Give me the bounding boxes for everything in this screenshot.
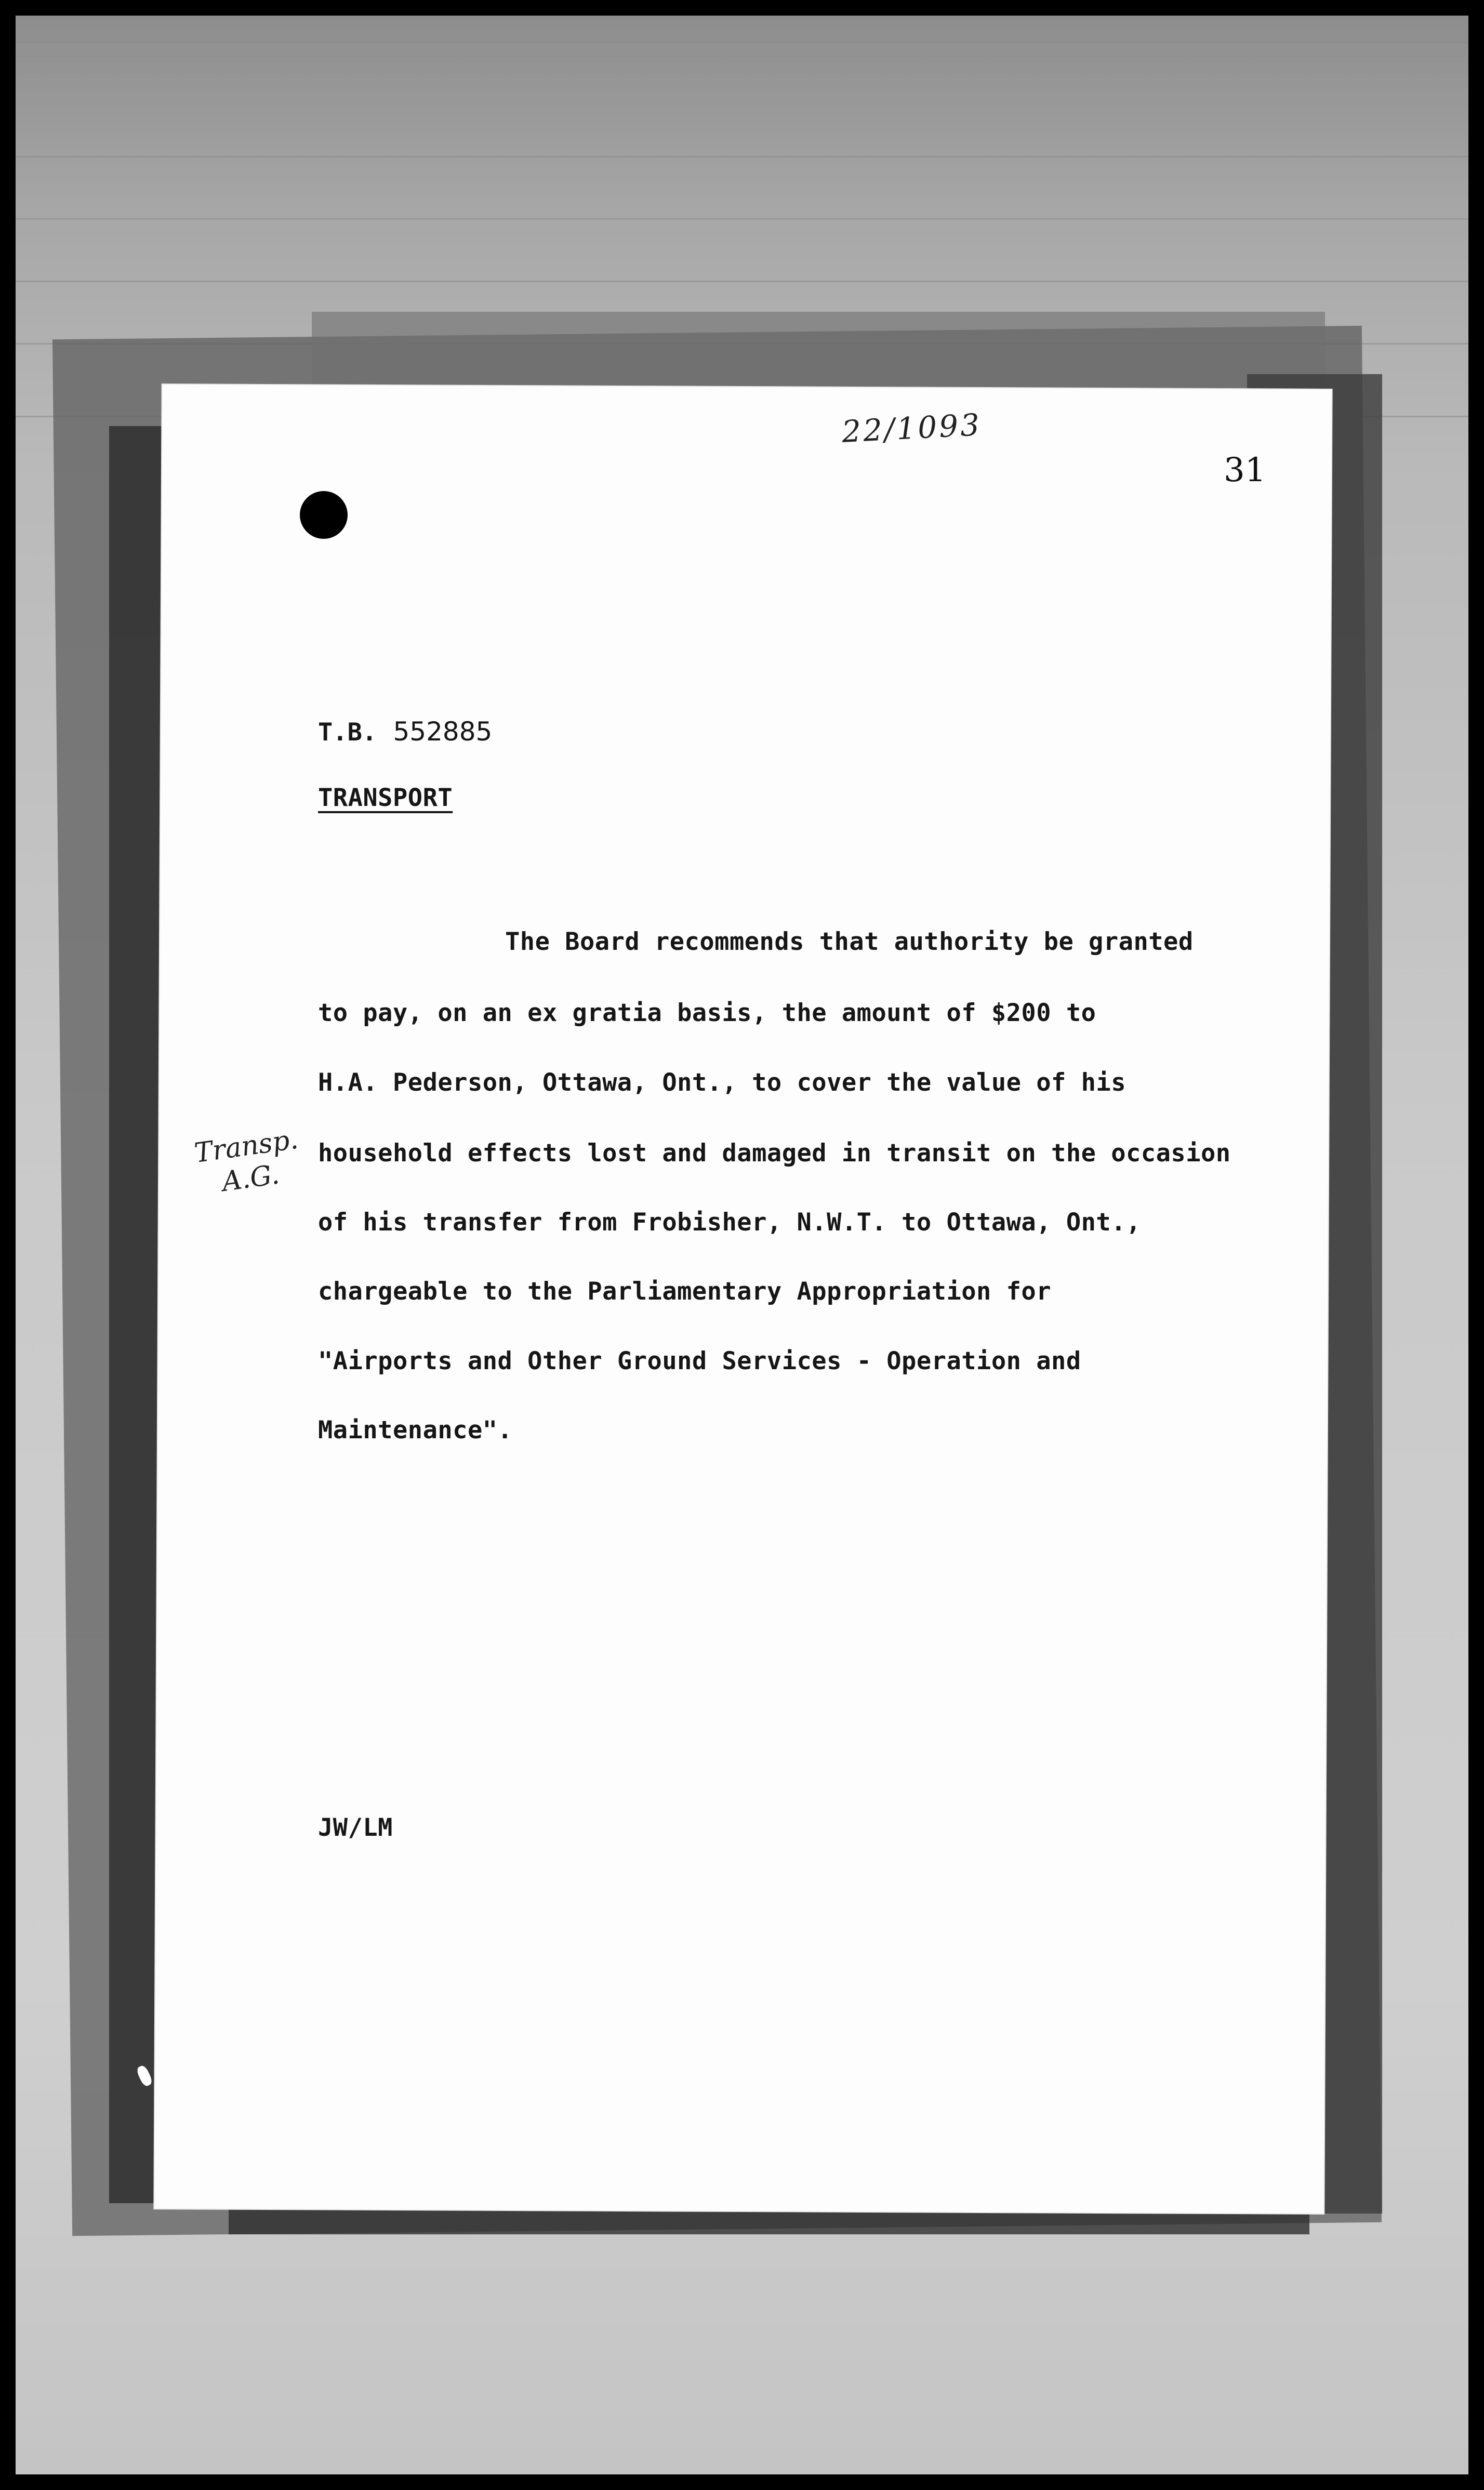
body-line: of his transfer from Frobisher, N.W.T. to Ottawa, Ont., — [318, 1208, 1141, 1237]
margin-note-line: Transp. — [192, 1123, 300, 1169]
body-line: Maintenance". — [318, 1416, 513, 1445]
film-scan-line — [16, 156, 1468, 157]
handwritten-reference: 22/1093 — [841, 407, 983, 449]
margin-note-line: A.G. — [220, 1159, 282, 1198]
tb-number: 552885 — [393, 717, 493, 747]
body-line: The Board recommends that authority be granted — [505, 928, 1194, 956]
initials-footer: JW/LM — [318, 1813, 393, 1842]
heading: TRANSPORT — [318, 784, 453, 812]
body-line: "Airports and Other Ground Services - Operation and — [318, 1347, 1081, 1375]
page-number: 31 — [1224, 451, 1266, 489]
body-line: chargeable to the Parliamentary Appropriation for — [318, 1277, 1052, 1306]
film-scan-line — [16, 281, 1468, 282]
body-line: household effects lost and damaged in transit on the occasion — [318, 1139, 1231, 1168]
film-scan-line — [16, 218, 1468, 220]
body-line: to pay, on an ex gratia basis, the amount of $200 to — [318, 999, 1096, 1027]
tb-reference — [318, 716, 492, 747]
tb-label: T.B. — [318, 718, 377, 747]
punch-hole — [300, 491, 348, 539]
film-scan-line — [16, 42, 1468, 43]
body-line: H.A. Pederson, Ottawa, Ont., to cover the value of his — [318, 1068, 1127, 1097]
